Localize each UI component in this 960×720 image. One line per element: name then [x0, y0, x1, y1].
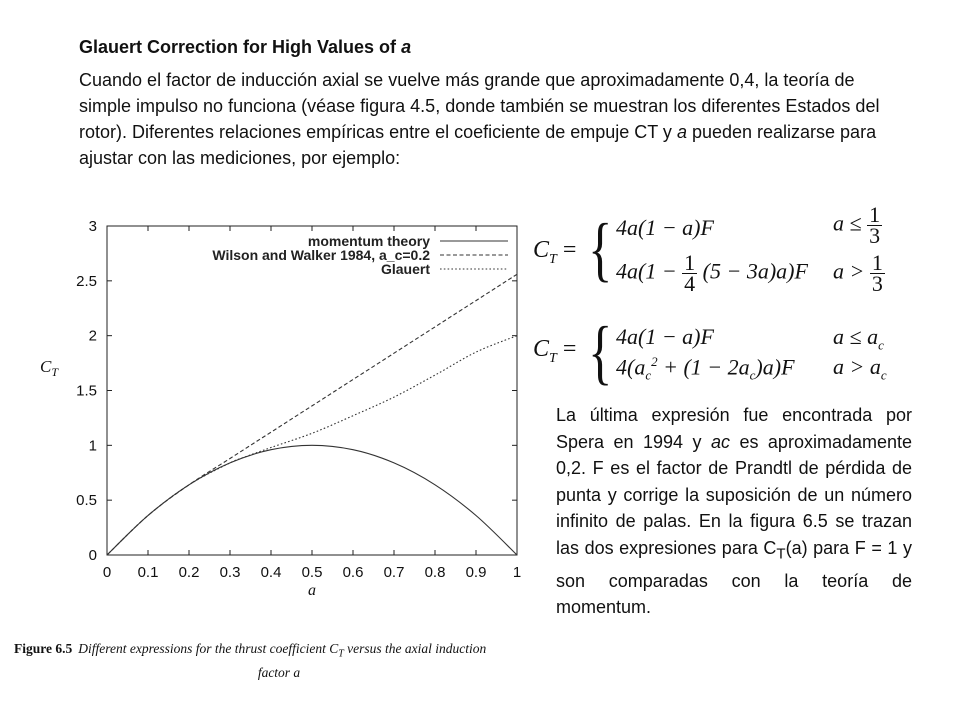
y-axis-label-sub: T [51, 364, 59, 379]
side-paragraph: La última expresión fue encontrada por Spera en 1994 y ac es aproximadamente 0,2. F es el factor de Prandtl de pérdida de punta y corrige la suposición de un número infinito de palas. En la figura 6.5 se trazan las dos expresiones para $C_T(a)$ para F = 1 y son comparadas con la teoría de momentum. [556, 405, 913, 618]
formula-row-1-cond: $a \le a_c$ [833, 324, 884, 353]
y-tick-label: 0 [88, 547, 97, 564]
intro-paragraph: Cuando el factor de inducción axial se vuelve más grande que aproximadamente 0,4, la teoría de simple impulso no funciona (véase figura 4.5, donde también se muestran los diferentes Estados del rotor). Diferentes relaciones empíricas entre el coeficiente de empuje CT y a pueden realizarse para ajustar con las mediciones, por ejemplo: [79, 70, 880, 168]
y-tick-label: 3 [88, 218, 97, 235]
x-tick-label: 0.1 [137, 564, 159, 581]
formula-lhs: $C_T$ = [533, 237, 577, 267]
formula-lhs: $C_T$ = [533, 336, 577, 366]
formula-row-1-expr: 4a(1 − a)F [616, 215, 714, 240]
legend-label-1: Wilson and Walker 1984, a_c=0.2 [212, 247, 430, 263]
formula-brace: { [588, 312, 613, 392]
x-tick-label: 0.8 [424, 564, 446, 581]
x-tick-label: 0.6 [342, 564, 364, 581]
figure-caption: Figure 6.5 Different expressions for the thrust coefficient $C_T$ versus the axial induction factor a [14, 641, 487, 680]
y-tick-label: 2.5 [76, 272, 97, 290]
x-tick-label: 0.9 [465, 564, 487, 581]
formula-row-1-cond: a ≤ $\frac{1}{3}$ [833, 202, 881, 248]
y-axis-label: $C_T$ [40, 356, 59, 379]
legend-label-0: momentum theory [307, 233, 430, 249]
thrust-coefficient-chart [30, 210, 530, 600]
formula-row-2-cond: $a > a_c$ [833, 354, 887, 383]
glauert-formula [533, 202, 913, 305]
x-tick-label: 0.3 [219, 564, 241, 581]
x-tick-label: 0 [102, 564, 112, 581]
legend-label-2: Glauert [380, 261, 430, 277]
series-line-0 [107, 445, 517, 555]
plot-frame [107, 226, 517, 555]
formula-row-2-cond: a > $\frac{1}{3}$ [833, 250, 883, 296]
x-tick-label: 0.7 [383, 564, 405, 581]
x-tick-label: 1 [512, 564, 522, 581]
x-tick-label: 0.2 [178, 564, 200, 581]
section-heading: Glauert Correction for High Values of a [79, 37, 412, 57]
x-tick-label: 0.4 [260, 564, 282, 581]
y-tick-label: 1.5 [76, 382, 97, 400]
formula-row-2-expr: 4a(1 − $\frac{1}{4}$ (5 − 3a)a)F [616, 250, 808, 296]
y-tick-label: 2 [88, 327, 97, 345]
formula-row-2-expr: $4(a_c^2 + (1 - 2a_c)a)F$ [616, 354, 795, 383]
wilson-walker-formula [533, 312, 913, 396]
y-tick-label: 0.5 [76, 492, 97, 510]
x-axis-label: a [308, 582, 316, 599]
formula-brace: { [588, 209, 613, 289]
formula-row-1-expr: 4a(1 − a)F [616, 324, 714, 349]
x-tick-label: 0.5 [301, 564, 323, 581]
y-tick-label: 1 [88, 437, 97, 455]
series-line-1 [107, 274, 517, 555]
